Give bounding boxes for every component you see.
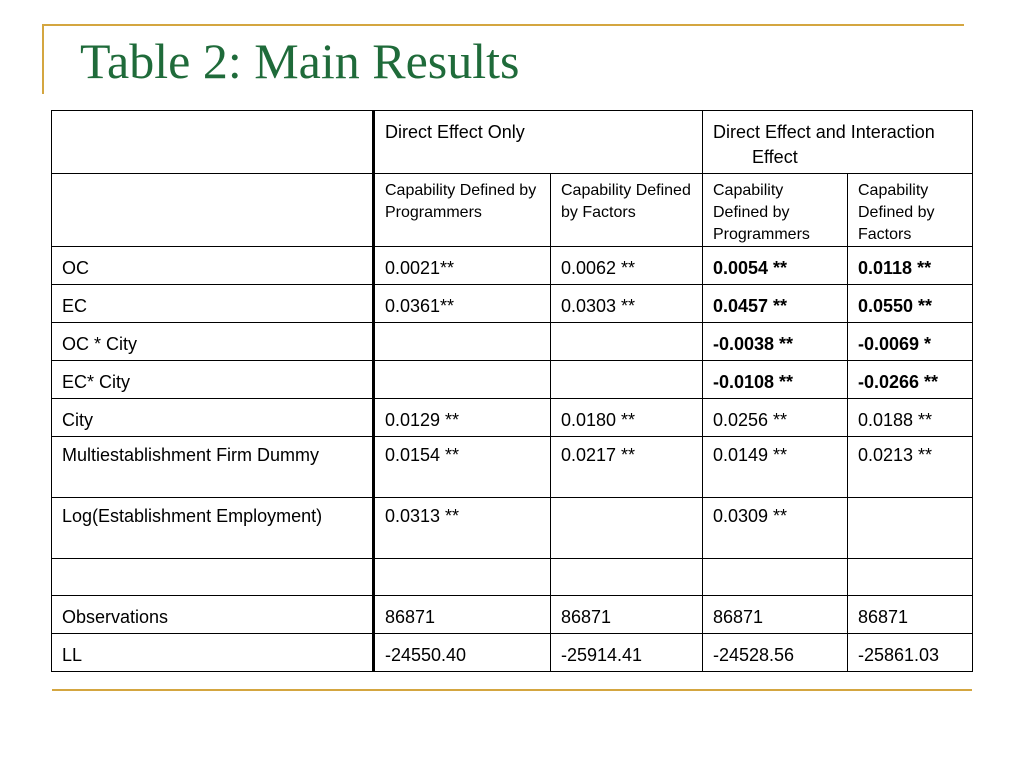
value-cell [374, 634, 551, 672]
row-label-cell [52, 361, 374, 399]
cell-value: 0.0149 ** [713, 445, 788, 465]
cell-value: 86871 [858, 607, 909, 627]
sub-header-cell [551, 174, 703, 247]
value-cell [551, 498, 703, 559]
row-label: Log(Establishment Employment) [62, 506, 323, 526]
cell-value: 0.0118 ** [858, 258, 932, 278]
table-row [52, 596, 973, 634]
row-label-cell [52, 437, 374, 498]
group-header-direct [374, 111, 703, 174]
value-cell [374, 361, 551, 399]
table-row [52, 285, 973, 323]
table-row [52, 361, 973, 399]
cell-value: 0.0217 ** [561, 445, 636, 465]
sub-header-label: Capability Defined by Factors [858, 182, 935, 243]
value-cell [374, 247, 551, 285]
results-table [51, 110, 973, 672]
row-label-cell [52, 323, 374, 361]
cell-value: 0.0213 ** [858, 445, 933, 465]
value-cell [848, 596, 973, 634]
value-cell [703, 361, 848, 399]
table-row [52, 437, 973, 498]
value-cell [374, 437, 551, 498]
row-label: EC [62, 296, 88, 316]
value-cell [848, 361, 973, 399]
row-label: City [62, 410, 93, 430]
accent-line-top [42, 24, 964, 26]
sub-header-row [52, 174, 973, 247]
value-cell [551, 323, 703, 361]
cell-value: 86871 [713, 607, 764, 627]
row-label: Multiestablishment Firm Dummy [62, 445, 320, 465]
accent-line-bottom [52, 689, 972, 691]
value-cell [703, 596, 848, 634]
cell-value: 0.0129 ** [385, 410, 460, 430]
cell-value: -24528.56 [713, 645, 795, 665]
cell-value: 0.0550 ** [858, 296, 933, 316]
cell-value: 0.0054 ** [713, 258, 788, 278]
corner-cell [52, 111, 374, 174]
row-label-cell [52, 247, 374, 285]
value-cell [703, 559, 848, 596]
value-cell [703, 437, 848, 498]
accent-line-left [42, 24, 44, 94]
cell-value: -0.0108 ** [713, 372, 794, 392]
value-cell [551, 559, 703, 596]
cell-value: 0.0457 ** [713, 296, 788, 316]
value-cell [848, 559, 973, 596]
table-row [52, 399, 973, 437]
cell-value: -25914.41 [561, 645, 643, 665]
value-cell [848, 498, 973, 559]
sub-header-cell [703, 174, 848, 247]
row-label: LL [62, 645, 83, 665]
value-cell [848, 634, 973, 672]
cell-value: 0.0062 ** [561, 258, 636, 278]
cell-value: 0.0021** [385, 258, 455, 278]
cell-value: 0.0180 ** [561, 410, 636, 430]
value-cell [374, 285, 551, 323]
cell-value: 0.0154 ** [385, 445, 460, 465]
cell-value: -0.0038 ** [713, 334, 794, 354]
row-label: OC * City [62, 334, 138, 354]
row-label: EC* City [62, 372, 131, 392]
value-cell [374, 596, 551, 634]
cell-value: 0.0309 ** [713, 506, 788, 526]
group-header-row [52, 111, 973, 174]
row-label: Observations [62, 607, 169, 627]
cell-value: 0.0361** [385, 296, 455, 316]
cell-value: -24550.40 [385, 645, 467, 665]
value-cell [848, 437, 973, 498]
value-cell [551, 247, 703, 285]
value-cell [848, 399, 973, 437]
slide-title: Table 2: Main Results [80, 33, 520, 89]
value-cell [848, 285, 973, 323]
value-cell [848, 247, 973, 285]
value-cell [848, 323, 973, 361]
cell-value: 0.0256 ** [713, 410, 788, 430]
value-cell [703, 498, 848, 559]
value-cell [374, 399, 551, 437]
table-row [52, 323, 973, 361]
cell-value: 0.0313 ** [385, 506, 460, 526]
value-cell [551, 437, 703, 498]
cell-value: -25861.03 [858, 645, 940, 665]
value-cell [374, 559, 551, 596]
value-cell [703, 285, 848, 323]
value-cell [703, 634, 848, 672]
cell-value: 0.0303 ** [561, 296, 636, 316]
value-cell [374, 498, 551, 559]
corner-cell [52, 174, 374, 247]
row-label-cell [52, 559, 374, 596]
sub-header-cell [848, 174, 973, 247]
row-label: OC [62, 258, 89, 278]
group-header-label: Direct Effect and Interaction Effect [713, 122, 935, 167]
row-label-cell [52, 634, 374, 672]
value-cell [703, 323, 848, 361]
cell-value: -0.0266 ** [858, 372, 939, 392]
value-cell [551, 285, 703, 323]
value-cell [374, 323, 551, 361]
value-cell [551, 361, 703, 399]
value-cell [551, 399, 703, 437]
table-row [52, 559, 973, 596]
value-cell [551, 634, 703, 672]
sub-header-label: Capability Defined by Programmers [385, 182, 537, 221]
cell-value: -0.0069 * [858, 334, 932, 354]
value-cell [703, 399, 848, 437]
cell-value: 86871 [385, 607, 436, 627]
cell-value: 86871 [561, 607, 612, 627]
sub-header-label: Capability Defined by Factors [561, 182, 691, 221]
table-row [52, 634, 973, 672]
group-header-label: Direct Effect Only [385, 122, 525, 142]
value-cell [703, 247, 848, 285]
row-label-cell [52, 399, 374, 437]
row-label-cell [52, 596, 374, 634]
row-label-cell [52, 498, 374, 559]
sub-header-label: Capability Defined by Programmers [713, 182, 810, 243]
cell-value: 0.0188 ** [858, 410, 933, 430]
sub-header-cell [374, 174, 551, 247]
table-row [52, 247, 973, 285]
row-label-cell [52, 285, 374, 323]
group-header-interaction [703, 111, 973, 174]
table-row [52, 498, 973, 559]
value-cell [551, 596, 703, 634]
